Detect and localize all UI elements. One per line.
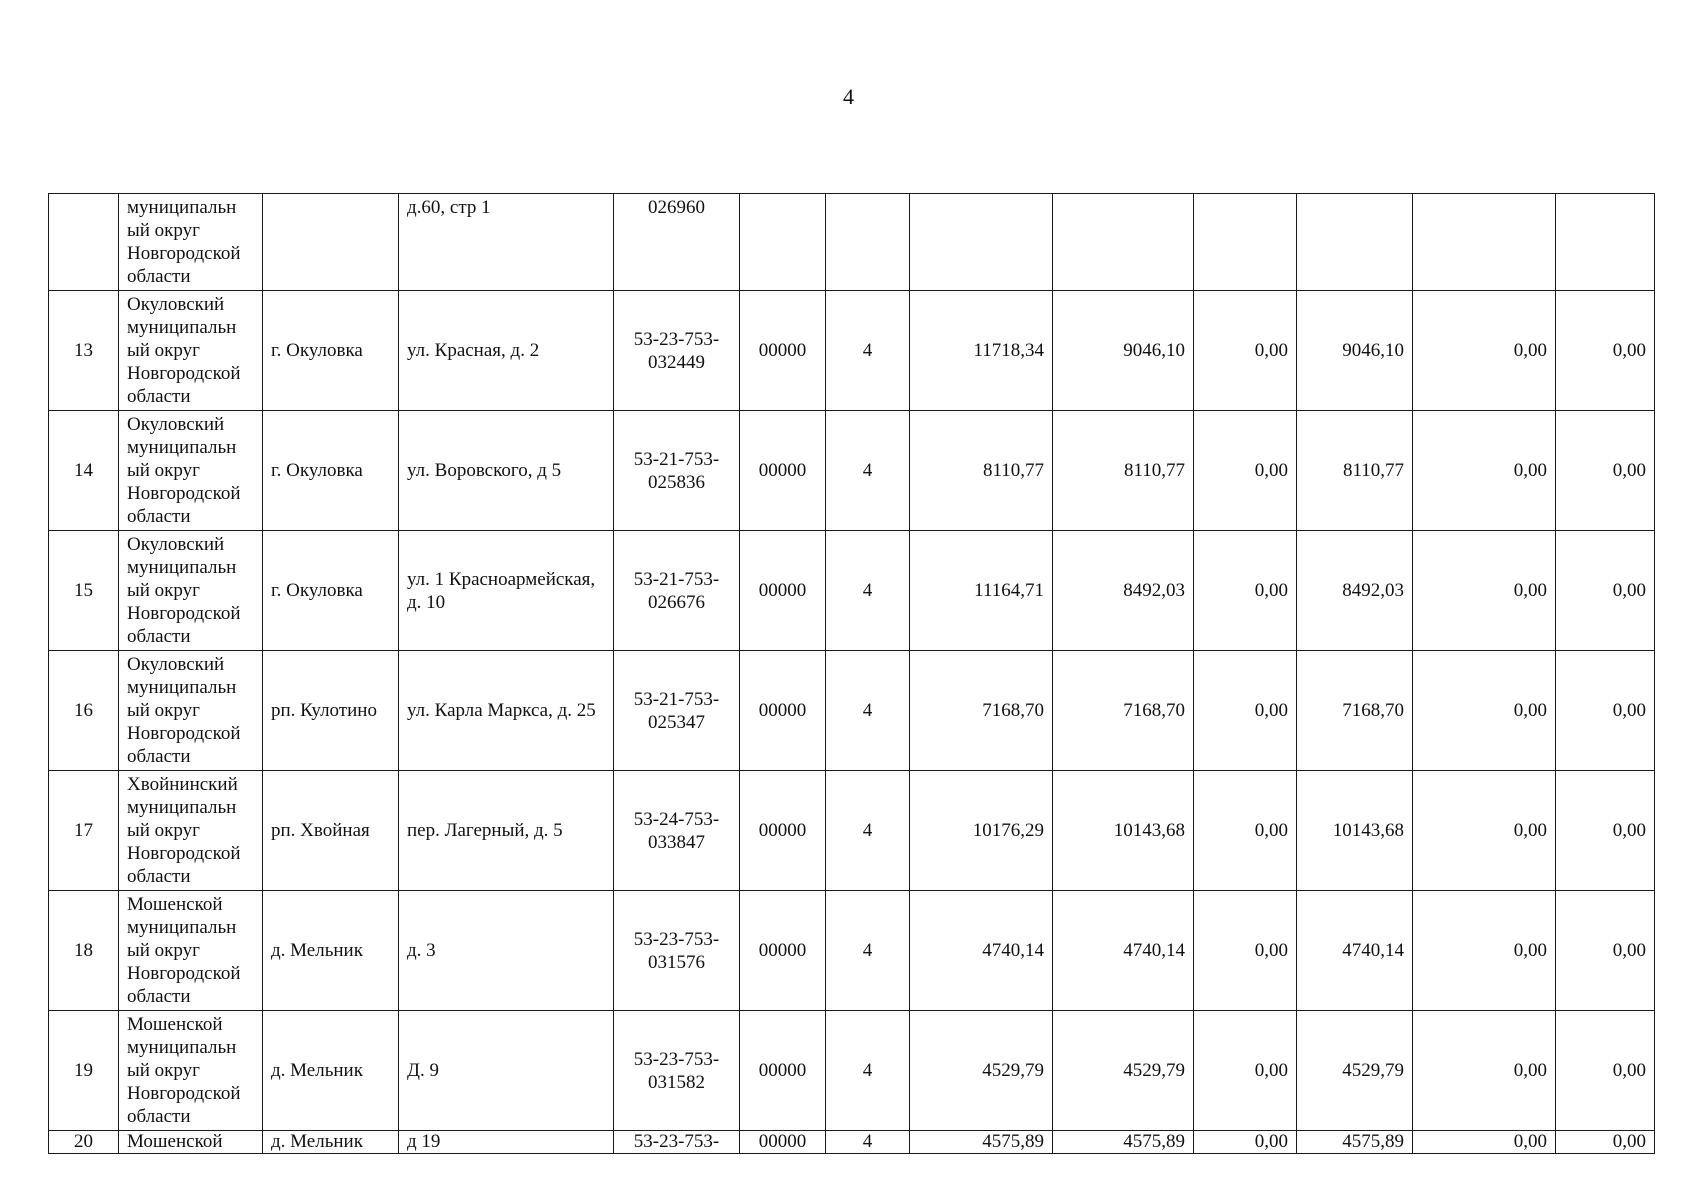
cell-address: д 19 (399, 1131, 614, 1154)
page-number: 4 (843, 84, 854, 109)
cell-locality: д. Мельник (263, 1131, 399, 1154)
table-row-continued (49, 194, 1655, 291)
cell-code: 53-21-753-025836 (614, 411, 740, 531)
cell-col-8: 8110,77 (910, 411, 1053, 531)
cell-district: Мошенской (119, 1131, 263, 1154)
table-row (49, 411, 1655, 531)
cell-district: Хвойнинский муниципальн ый округ Новгородской области (119, 771, 263, 891)
cell-col-8: 11718,34 (910, 291, 1053, 411)
cell-col-11: 9046,10 (1297, 291, 1413, 411)
cell-address: д.60, стр 1 (399, 194, 614, 291)
cell-col-13: 0,00 (1556, 531, 1655, 651)
cell-col-10: 0,00 (1194, 291, 1297, 411)
cell-number: 15 (49, 531, 119, 651)
cell-col-9: 8492,03 (1053, 531, 1194, 651)
cell-col-12: 0,00 (1413, 771, 1556, 891)
cell-col-10: 0,00 (1194, 891, 1297, 1011)
cell-col-7: 4 (826, 891, 910, 1011)
cell-col-7: 4 (826, 531, 910, 651)
cell-district: Мошенской муниципальн ый округ Новгородской области (119, 891, 263, 1011)
cell-district: Окуловский муниципальн ый округ Новгородской области (119, 651, 263, 771)
cell-col-11 (1297, 194, 1413, 291)
cell-code-b: 00000 (740, 1131, 826, 1154)
cell-col-8: 7168,70 (910, 651, 1053, 771)
cell-col-13: 0,00 (1556, 1011, 1655, 1131)
cell-locality: г. Окуловка (263, 531, 399, 651)
cell-code-b: 00000 (740, 1011, 826, 1131)
table-row (49, 891, 1655, 1011)
cell-district: Окуловский муниципальн ый округ Новгородской области (119, 411, 263, 531)
cell-col-13: 0,00 (1556, 651, 1655, 771)
cell-col-7: 4 (826, 651, 910, 771)
cell-col-12: 0,00 (1413, 891, 1556, 1011)
cell-col-7: 4 (826, 291, 910, 411)
cell-col-8 (910, 194, 1053, 291)
cell-number: 16 (49, 651, 119, 771)
table-row (49, 1011, 1655, 1131)
cell-col-9: 4740,14 (1053, 891, 1194, 1011)
cell-number: 18 (49, 891, 119, 1011)
cell-locality (263, 194, 399, 291)
cell-address: д. 3 (399, 891, 614, 1011)
cell-col-11: 4740,14 (1297, 891, 1413, 1011)
cell-col-13: 0,00 (1556, 1131, 1655, 1154)
table-row (49, 771, 1655, 891)
table-row (49, 651, 1655, 771)
cell-col-12: 0,00 (1413, 291, 1556, 411)
cell-col-11: 8110,77 (1297, 411, 1413, 531)
cell-address: ул. Карла Маркса, д. 25 (399, 651, 614, 771)
cell-number: 19 (49, 1011, 119, 1131)
cell-code-b: 00000 (740, 771, 826, 891)
cell-col-8: 10176,29 (910, 771, 1053, 891)
cell-col-8: 4529,79 (910, 1011, 1053, 1131)
cell-code-b: 00000 (740, 531, 826, 651)
cell-col-9: 4575,89 (1053, 1131, 1194, 1154)
cell-address: ул. 1 Красноармейская, д. 10 (399, 531, 614, 651)
cell-locality: г. Окуловка (263, 291, 399, 411)
cell-address: ул. Воровского, д 5 (399, 411, 614, 531)
cell-code-b: 00000 (740, 891, 826, 1011)
cell-col-12: 0,00 (1413, 651, 1556, 771)
cell-col-13: 0,00 (1556, 891, 1655, 1011)
cell-code-b: 00000 (740, 291, 826, 411)
cell-col-12: 0,00 (1413, 1011, 1556, 1131)
cell-code: 53-21-753-026676 (614, 531, 740, 651)
cell-col-11: 7168,70 (1297, 651, 1413, 771)
cell-col-9 (1053, 194, 1194, 291)
table-row-cut (49, 1131, 1655, 1154)
cell-locality: рп. Кулотино (263, 651, 399, 771)
cell-col-7: 4 (826, 1011, 910, 1131)
cell-col-12: 0,00 (1413, 411, 1556, 531)
cell-number: 20 (49, 1131, 119, 1154)
cell-col-7: 4 (826, 411, 910, 531)
cell-col-9: 4529,79 (1053, 1011, 1194, 1131)
cell-address: Д. 9 (399, 1011, 614, 1131)
cell-col-12: 0,00 (1413, 1131, 1556, 1154)
cell-code: 53-23-753-031576 (614, 891, 740, 1011)
cell-col-7: 4 (826, 771, 910, 891)
cell-col-9: 8110,77 (1053, 411, 1194, 531)
table-row (49, 291, 1655, 411)
cell-col-10: 0,00 (1194, 1011, 1297, 1131)
cell-number: 13 (49, 291, 119, 411)
cell-code: 026960 (614, 194, 740, 291)
cell-col-11: 10143,68 (1297, 771, 1413, 891)
cell-col-11: 8492,03 (1297, 531, 1413, 651)
cell-code: 53-23-753- (614, 1131, 740, 1154)
cell-district: Окуловский муниципальн ый округ Новгородской области (119, 531, 263, 651)
cell-code-b: 00000 (740, 651, 826, 771)
cell-address: пер. Лагерный, д. 5 (399, 771, 614, 891)
cell-col-13 (1556, 194, 1655, 291)
cell-code: 53-24-753-033847 (614, 771, 740, 891)
cell-number: 17 (49, 771, 119, 891)
cell-code: 53-23-753-032449 (614, 291, 740, 411)
cell-col-7: 4 (826, 1131, 910, 1154)
cell-col-10: 0,00 (1194, 531, 1297, 651)
cell-col-13: 0,00 (1556, 411, 1655, 531)
cell-col-10: 0,00 (1194, 1131, 1297, 1154)
cell-col-10: 0,00 (1194, 771, 1297, 891)
cell-locality: д. Мельник (263, 1011, 399, 1131)
cell-address: ул. Красная, д. 2 (399, 291, 614, 411)
cell-district: муниципальн ый округ Новгородской области (119, 194, 263, 291)
cell-district: Окуловский муниципальн ый округ Новгородской области (119, 291, 263, 411)
cell-col-11: 4529,79 (1297, 1011, 1413, 1131)
cell-col-13: 0,00 (1556, 291, 1655, 411)
cell-col-13: 0,00 (1556, 771, 1655, 891)
cell-col-8: 4575,89 (910, 1131, 1053, 1154)
cell-number: 14 (49, 411, 119, 531)
cell-col-11: 4575,89 (1297, 1131, 1413, 1154)
cell-locality: д. Мельник (263, 891, 399, 1011)
cell-col-8: 11164,71 (910, 531, 1053, 651)
cell-code-b (740, 194, 826, 291)
cell-code: 53-23-753-031582 (614, 1011, 740, 1131)
table-row (49, 531, 1655, 651)
cell-col-10 (1194, 194, 1297, 291)
cell-col-9: 7168,70 (1053, 651, 1194, 771)
cell-col-10: 0,00 (1194, 411, 1297, 531)
cell-col-12: 0,00 (1413, 531, 1556, 651)
cell-col-9: 10143,68 (1053, 771, 1194, 891)
table-body (49, 194, 1655, 1154)
cell-col-7 (826, 194, 910, 291)
cell-code-b: 00000 (740, 411, 826, 531)
cell-col-10: 0,00 (1194, 651, 1297, 771)
cell-col-8: 4740,14 (910, 891, 1053, 1011)
cell-col-9: 9046,10 (1053, 291, 1194, 411)
cell-district: Мошенской муниципальн ый округ Новгородской области (119, 1011, 263, 1131)
register-table (48, 193, 1655, 1154)
cell-code: 53-21-753-025347 (614, 651, 740, 771)
cell-locality: рп. Хвойная (263, 771, 399, 891)
cell-col-12 (1413, 194, 1556, 291)
cell-locality: г. Окуловка (263, 411, 399, 531)
cell-number (49, 194, 119, 291)
